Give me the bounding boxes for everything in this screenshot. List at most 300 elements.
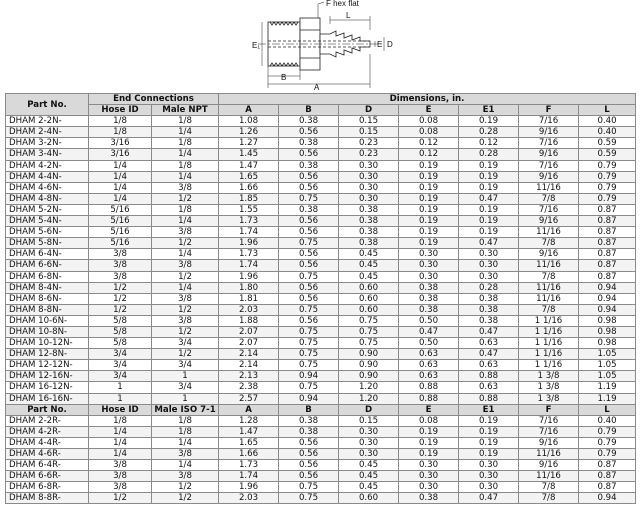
table-cell: 1/4 xyxy=(89,449,152,460)
table-cell: 5/8 xyxy=(89,338,152,349)
table-cell: 0.38 xyxy=(339,204,399,215)
table-cell: 1/2 xyxy=(152,349,219,360)
table-cell: 0.19 xyxy=(459,437,519,448)
table-cell: 0.56 xyxy=(279,293,339,304)
table-cell: 0.87 xyxy=(579,238,636,249)
table-cell: 7/16 xyxy=(519,426,579,437)
part-number-cell: DHAM 2-2R- xyxy=(6,415,89,426)
table-cell: 3/4 xyxy=(152,360,219,371)
table-cell: 0.38 xyxy=(399,282,459,293)
iso-col-e1-header: E1 xyxy=(459,404,519,415)
table-cell: 2.03 xyxy=(219,304,279,315)
table-cell: 3/4 xyxy=(152,382,219,393)
part-number-cell: DHAM 5-2N- xyxy=(6,204,89,215)
table-cell: 0.15 xyxy=(339,415,399,426)
male-iso-header: Male ISO 7-1 xyxy=(152,404,219,415)
table-cell: 0.28 xyxy=(459,127,519,138)
col-l-header: L xyxy=(579,105,636,116)
table-cell: 1/8 xyxy=(152,204,219,215)
col-e-header: E xyxy=(399,105,459,116)
table-row xyxy=(6,315,636,326)
table-cell: 7/8 xyxy=(519,271,579,282)
dim-b-label: B xyxy=(281,73,287,82)
table-cell: 3/4 xyxy=(152,338,219,349)
table-row xyxy=(6,360,636,371)
table-cell: 0.47 xyxy=(459,238,519,249)
table-cell: 1.55 xyxy=(219,204,279,215)
table-cell: 0.38 xyxy=(279,160,339,171)
table-row xyxy=(6,382,636,393)
table-cell: 1.73 xyxy=(219,460,279,471)
table-cell: 1 1/16 xyxy=(519,360,579,371)
table-cell: 0.56 xyxy=(279,249,339,260)
table-cell: 3/8 xyxy=(89,260,152,271)
table-cell: 0.19 xyxy=(459,204,519,215)
part-number-cell: DHAM 3-4N- xyxy=(6,149,89,160)
table-cell: 7/16 xyxy=(519,116,579,127)
table-cell: 2.57 xyxy=(219,393,279,404)
table-cell: 0.60 xyxy=(339,493,399,504)
table-cell: 0.38 xyxy=(459,315,519,326)
part-number-cell: DHAM 6-8N- xyxy=(6,271,89,282)
table-row xyxy=(6,160,636,171)
table-cell: 0.30 xyxy=(459,460,519,471)
dim-d-label: D xyxy=(387,40,393,49)
table-cell: 1/4 xyxy=(152,216,219,227)
part-number-cell: DHAM 2-4N- xyxy=(6,127,89,138)
table-cell: 2.13 xyxy=(219,371,279,382)
table-cell: 1/4 xyxy=(89,160,152,171)
dim-e-label: E xyxy=(377,40,383,49)
table-cell: 0.87 xyxy=(579,460,636,471)
table-cell: 1.47 xyxy=(219,160,279,171)
iso-rows xyxy=(6,415,636,504)
table-cell: 0.30 xyxy=(399,260,459,271)
table-cell: 3/8 xyxy=(89,460,152,471)
table-cell: 0.19 xyxy=(399,426,459,437)
table-cell: 0.30 xyxy=(459,482,519,493)
part-number-cell: DHAM 10-6N- xyxy=(6,315,89,326)
table-cell: 0.75 xyxy=(339,315,399,326)
dim-l-label: L xyxy=(346,11,351,20)
table-cell: 7/8 xyxy=(519,238,579,249)
table-row xyxy=(6,138,636,149)
table-row xyxy=(6,349,636,360)
table-cell: 3/8 xyxy=(152,293,219,304)
part-number-cell: DHAM 12-8N- xyxy=(6,349,89,360)
table-cell: 0.19 xyxy=(459,227,519,238)
table-cell: 0.30 xyxy=(459,260,519,271)
table-cell: 1.45 xyxy=(219,149,279,160)
table-cell: 0.87 xyxy=(579,216,636,227)
dim-e1-label: E₁ xyxy=(252,41,261,50)
table-cell: 1/8 xyxy=(152,160,219,171)
table-cell: 0.56 xyxy=(279,471,339,482)
table-row xyxy=(6,471,636,482)
table-cell: 0.15 xyxy=(339,127,399,138)
table-cell: 0.56 xyxy=(279,171,339,182)
table-cell: 0.45 xyxy=(339,471,399,482)
table-cell: 11/16 xyxy=(519,282,579,293)
dim-a-label: A xyxy=(314,83,320,92)
table-cell: 1/4 xyxy=(152,437,219,448)
table-cell: 0.19 xyxy=(399,204,459,215)
table-cell: 7/8 xyxy=(519,493,579,504)
table-cell: 0.40 xyxy=(579,116,636,127)
table-cell: 0.56 xyxy=(279,282,339,293)
table-cell: 1.96 xyxy=(219,482,279,493)
table-cell: 1 1/16 xyxy=(519,349,579,360)
table-cell: 0.50 xyxy=(399,315,459,326)
table-cell: 1/2 xyxy=(152,304,219,315)
table-cell: 0.90 xyxy=(339,349,399,360)
table-cell: 0.47 xyxy=(459,326,519,337)
table-cell: 0.56 xyxy=(279,315,339,326)
table-cell: 1 1/16 xyxy=(519,326,579,337)
table-cell: 0.79 xyxy=(579,171,636,182)
table-cell: 1/2 xyxy=(152,326,219,337)
table-cell: 0.38 xyxy=(339,227,399,238)
part-number-cell: DHAM 6-8R- xyxy=(6,482,89,493)
table-cell: 1/4 xyxy=(152,171,219,182)
table-row xyxy=(6,116,636,127)
table-cell: 0.94 xyxy=(579,282,636,293)
table-cell: 1.26 xyxy=(219,127,279,138)
iso-col-e-header: E xyxy=(399,404,459,415)
table-row xyxy=(6,193,636,204)
table-cell: 0.63 xyxy=(399,360,459,371)
npt-rows xyxy=(6,116,636,404)
table-cell: 0.30 xyxy=(339,160,399,171)
table-cell: 0.56 xyxy=(279,149,339,160)
table-cell: 0.08 xyxy=(399,127,459,138)
table-cell: 1/4 xyxy=(152,149,219,160)
table-cell: 0.94 xyxy=(279,371,339,382)
table-cell: 0.38 xyxy=(459,304,519,315)
table-cell: 1.80 xyxy=(219,282,279,293)
iso-part-no-header: Part No. xyxy=(6,404,89,415)
table-cell: 1.73 xyxy=(219,216,279,227)
table-cell: 0.19 xyxy=(459,116,519,127)
header-row-2 xyxy=(6,105,636,116)
part-number-cell: DHAM 4-6N- xyxy=(6,182,89,193)
table-cell: 0.30 xyxy=(399,249,459,260)
table-cell: 0.56 xyxy=(279,182,339,193)
table-cell: 0.87 xyxy=(579,227,636,238)
table-cell: 0.12 xyxy=(399,138,459,149)
table-cell: 1/8 xyxy=(152,116,219,127)
table-cell: 0.23 xyxy=(339,149,399,160)
part-number-cell: DHAM 5-8N- xyxy=(6,238,89,249)
table-cell: 0.79 xyxy=(579,160,636,171)
table-row xyxy=(6,182,636,193)
table-cell: 0.63 xyxy=(459,338,519,349)
table-cell: 0.45 xyxy=(339,260,399,271)
table-cell: 3/8 xyxy=(89,249,152,260)
table-cell: 0.94 xyxy=(279,393,339,404)
table-cell: 0.88 xyxy=(459,393,519,404)
table-cell: 0.19 xyxy=(459,160,519,171)
table-row xyxy=(6,171,636,182)
table-cell: 0.38 xyxy=(339,216,399,227)
table-cell: 0.94 xyxy=(579,493,636,504)
table-cell: 1/4 xyxy=(152,282,219,293)
table-cell: 3/8 xyxy=(152,449,219,460)
table-cell: 0.75 xyxy=(279,360,339,371)
table-cell: 1/4 xyxy=(152,249,219,260)
table-cell: 0.28 xyxy=(459,149,519,160)
table-row xyxy=(6,127,636,138)
table-cell: 0.79 xyxy=(579,449,636,460)
table-cell: 1.19 xyxy=(579,382,636,393)
table-cell: 0.19 xyxy=(459,182,519,193)
hose-id-header: Hose ID xyxy=(89,105,152,116)
male-npt-header: Male NPT xyxy=(152,105,219,116)
table-cell: 1/2 xyxy=(89,304,152,315)
table-cell: 0.87 xyxy=(579,260,636,271)
table-cell: 7/8 xyxy=(519,193,579,204)
table-cell: 0.75 xyxy=(279,482,339,493)
table-cell: 0.19 xyxy=(459,171,519,182)
table-cell: 1.74 xyxy=(219,227,279,238)
table-cell: 1/4 xyxy=(152,460,219,471)
table-cell: 9/16 xyxy=(519,216,579,227)
table-row xyxy=(6,426,636,437)
table-row xyxy=(6,227,636,238)
table-cell: 5/8 xyxy=(89,326,152,337)
iso-header-section xyxy=(6,404,636,415)
part-number-cell: DHAM 16-16N- xyxy=(6,393,89,404)
table-cell: 1.65 xyxy=(219,437,279,448)
table-cell: 3/4 xyxy=(89,349,152,360)
table-cell: 11/16 xyxy=(519,293,579,304)
table-cell: 0.38 xyxy=(399,493,459,504)
table-cell: 0.28 xyxy=(459,282,519,293)
table-cell: 5/16 xyxy=(89,227,152,238)
part-number-cell: DHAM 10-12N- xyxy=(6,338,89,349)
table-cell: 5/16 xyxy=(89,216,152,227)
table-cell: 11/16 xyxy=(519,227,579,238)
table-cell: 0.12 xyxy=(399,149,459,160)
table-cell: 9/16 xyxy=(519,437,579,448)
table-cell: 7/8 xyxy=(519,304,579,315)
table-cell: 0.40 xyxy=(579,127,636,138)
table-cell: 0.75 xyxy=(279,382,339,393)
table-cell: 2.07 xyxy=(219,326,279,337)
part-number-cell: DHAM 5-4N- xyxy=(6,216,89,227)
table-row xyxy=(6,282,636,293)
table-cell: 5/16 xyxy=(89,204,152,215)
part-number-cell: DHAM 4-4R- xyxy=(6,437,89,448)
table-row xyxy=(6,238,636,249)
table-cell: 7/16 xyxy=(519,138,579,149)
table-cell: 1 3/8 xyxy=(519,393,579,404)
table-cell: 0.38 xyxy=(459,293,519,304)
part-number-cell: DHAM 10-8N- xyxy=(6,326,89,337)
col-d-header: D xyxy=(339,105,399,116)
table-cell: 0.19 xyxy=(399,216,459,227)
table-cell: 0.08 xyxy=(399,415,459,426)
iso-header-row xyxy=(6,404,636,415)
table-cell: 9/16 xyxy=(519,460,579,471)
table-cell: 0.30 xyxy=(339,426,399,437)
table-cell: 1/4 xyxy=(89,182,152,193)
table-cell: 1/8 xyxy=(152,426,219,437)
table-cell: 0.19 xyxy=(459,426,519,437)
table-cell: 0.19 xyxy=(399,182,459,193)
table-cell: 1/4 xyxy=(89,426,152,437)
dimensions-table xyxy=(5,93,636,504)
table-cell: 0.30 xyxy=(399,460,459,471)
table-cell: 1.65 xyxy=(219,171,279,182)
table-cell: 0.19 xyxy=(399,449,459,460)
table-row xyxy=(6,449,636,460)
table-cell: 0.45 xyxy=(339,271,399,282)
table-cell: 0.87 xyxy=(579,271,636,282)
dimensions-header: Dimensions, in. xyxy=(219,94,636,105)
table-cell: 9/16 xyxy=(519,249,579,260)
table-cell: 9/16 xyxy=(519,127,579,138)
table-cell: 1 xyxy=(89,382,152,393)
table-cell: 0.63 xyxy=(459,382,519,393)
table-cell: 1.66 xyxy=(219,449,279,460)
table-cell: 0.98 xyxy=(579,338,636,349)
table-cell: 0.98 xyxy=(579,315,636,326)
table-cell: 5/16 xyxy=(89,238,152,249)
table-row xyxy=(6,460,636,471)
table-cell: 0.45 xyxy=(339,482,399,493)
table-cell: 1/8 xyxy=(152,415,219,426)
part-number-cell: DHAM 8-6N- xyxy=(6,293,89,304)
table-cell: 0.88 xyxy=(399,382,459,393)
table-cell: 1.96 xyxy=(219,238,279,249)
part-number-cell: DHAM 4-4N- xyxy=(6,171,89,182)
table-cell: 0.38 xyxy=(279,204,339,215)
table-row xyxy=(6,393,636,404)
table-cell: 1/4 xyxy=(89,437,152,448)
table-cell: 11/16 xyxy=(519,471,579,482)
table-cell: 0.30 xyxy=(399,471,459,482)
part-number-cell: DHAM 6-6R- xyxy=(6,471,89,482)
table-row xyxy=(6,326,636,337)
table-cell: 0.19 xyxy=(399,238,459,249)
table-cell: 0.59 xyxy=(579,149,636,160)
table-cell: 1.66 xyxy=(219,182,279,193)
table-cell: 0.75 xyxy=(279,238,339,249)
part-number-cell: DHAM 8-8N- xyxy=(6,304,89,315)
table-row xyxy=(6,493,636,504)
table-cell: 0.94 xyxy=(579,293,636,304)
table-cell: 0.88 xyxy=(399,393,459,404)
part-number-cell: DHAM 4-6R- xyxy=(6,449,89,460)
table-cell: 0.75 xyxy=(279,271,339,282)
table-row xyxy=(6,204,636,215)
table-cell: 1.28 xyxy=(219,415,279,426)
table-cell: 0.79 xyxy=(579,193,636,204)
table-cell: 0.79 xyxy=(579,182,636,193)
table-cell: 0.63 xyxy=(459,360,519,371)
table-cell: 0.75 xyxy=(279,338,339,349)
part-number-cell: DHAM 3-2N- xyxy=(6,138,89,149)
table-cell: 3/8 xyxy=(152,315,219,326)
part-number-cell: DHAM 8-4N- xyxy=(6,282,89,293)
col-a-header: A xyxy=(219,105,279,116)
table-cell: 0.47 xyxy=(459,193,519,204)
table-cell: 1 3/8 xyxy=(519,382,579,393)
table-cell: 0.90 xyxy=(339,371,399,382)
table-cell: 0.75 xyxy=(339,338,399,349)
table-cell: 0.38 xyxy=(399,304,459,315)
table-cell: 0.60 xyxy=(339,282,399,293)
table-cell: 0.87 xyxy=(579,471,636,482)
table-cell: 1.08 xyxy=(219,116,279,127)
table-cell: 0.47 xyxy=(399,326,459,337)
table-cell: 1/2 xyxy=(152,271,219,282)
table-cell: 1.96 xyxy=(219,271,279,282)
table-cell: 1 xyxy=(152,371,219,382)
table-row xyxy=(6,271,636,282)
part-number-cell: DHAM 6-4N- xyxy=(6,249,89,260)
table-cell: 0.60 xyxy=(339,304,399,315)
table-cell: 0.90 xyxy=(339,360,399,371)
table-cell: 0.38 xyxy=(339,238,399,249)
table-cell: 0.59 xyxy=(579,138,636,149)
table-cell: 3/16 xyxy=(89,149,152,160)
table-cell: 0.12 xyxy=(459,138,519,149)
table-cell: 1/4 xyxy=(89,171,152,182)
table-cell: 0.30 xyxy=(339,182,399,193)
table-cell: 2.07 xyxy=(219,338,279,349)
part-number-cell: DHAM 12-12N- xyxy=(6,360,89,371)
table-cell: 0.47 xyxy=(459,493,519,504)
table-cell: 0.56 xyxy=(279,260,339,271)
table-cell: 0.87 xyxy=(579,249,636,260)
table-cell: 3/8 xyxy=(89,482,152,493)
table-cell: 1 1/16 xyxy=(519,315,579,326)
table-cell: 1/2 xyxy=(152,238,219,249)
iso-col-b-header: B xyxy=(279,404,339,415)
table-cell: 3/8 xyxy=(89,471,152,482)
table-cell: 0.50 xyxy=(399,338,459,349)
table-cell: 3/16 xyxy=(89,138,152,149)
table-cell: 0.75 xyxy=(279,349,339,360)
hex-flat-label: F hex flat xyxy=(326,0,359,8)
part-number-cell: DHAM 5-6N- xyxy=(6,227,89,238)
table-cell: 0.30 xyxy=(399,271,459,282)
table-cell: 0.19 xyxy=(459,415,519,426)
table-cell: 1.73 xyxy=(219,249,279,260)
table-cell: 1/4 xyxy=(152,127,219,138)
table-cell: 1/2 xyxy=(152,482,219,493)
table-cell: 7/8 xyxy=(519,482,579,493)
table-cell: 0.56 xyxy=(279,437,339,448)
table-cell: 0.30 xyxy=(339,171,399,182)
part-number-cell: DHAM 8-8R- xyxy=(6,493,89,504)
table-cell: 0.38 xyxy=(399,293,459,304)
table-cell: 2.14 xyxy=(219,360,279,371)
table-cell: 0.75 xyxy=(279,493,339,504)
table-cell: 0.88 xyxy=(459,371,519,382)
table-row xyxy=(6,304,636,315)
table-cell: 0.23 xyxy=(339,138,399,149)
table-row xyxy=(6,216,636,227)
table-row xyxy=(6,482,636,493)
table-cell: 1 xyxy=(89,393,152,404)
table-cell: 0.19 xyxy=(399,437,459,448)
table-cell: 5/8 xyxy=(89,315,152,326)
iso-col-f-header: F xyxy=(519,404,579,415)
table-cell: 1/8 xyxy=(89,415,152,426)
